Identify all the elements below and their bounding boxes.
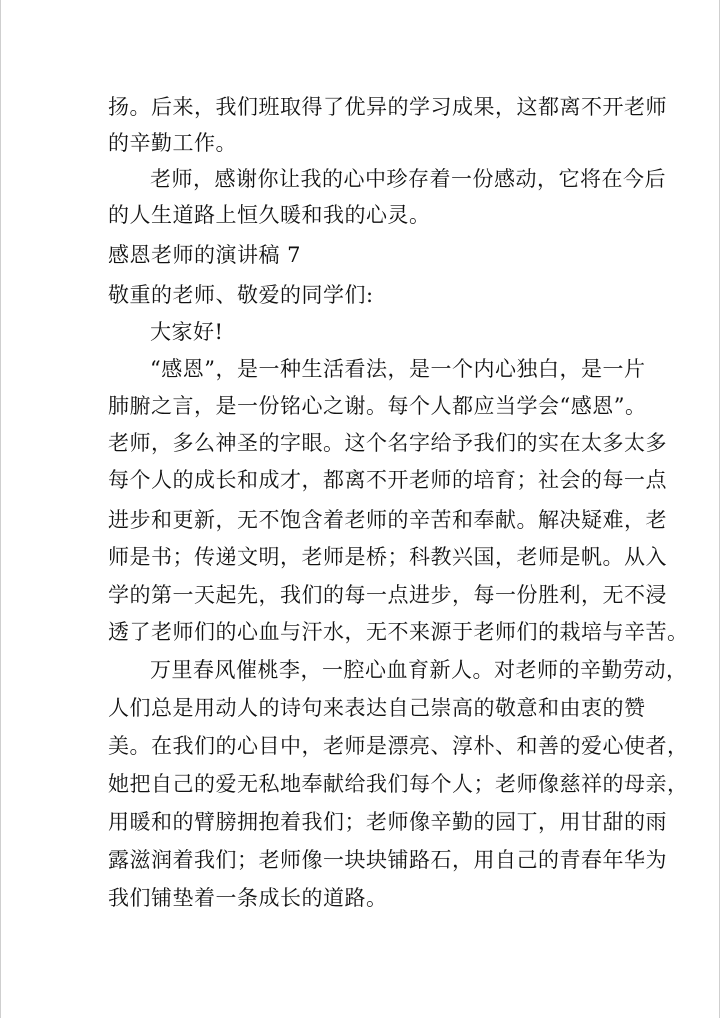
text-line: 露滋润着我们；老师像一块块铺路石，用自己的青春年华为 bbox=[108, 848, 667, 872]
greeting: 大家好! bbox=[150, 320, 224, 344]
paragraph-first-line: 老师，感谢你让我的心中珍存着一份感动，它将在今后 bbox=[150, 167, 666, 191]
paragraph-first-line: “感恩”，是一种生活看法，是一个内心独白，是一片 bbox=[150, 357, 646, 381]
text-line: 每个人的成长和成才，都离不开老师的培育；社会的每一点 bbox=[108, 468, 667, 492]
section-heading: 感恩老师的演讲稿 7 bbox=[108, 243, 302, 267]
text-line: 肺腑之言，是一份铭心之谢。每个人都应当学会“感恩”。 bbox=[108, 394, 647, 418]
text-line: 的人生道路上恒久暖和我的心灵。 bbox=[108, 203, 431, 227]
text-line: 我们铺垫着一条成长的道路。 bbox=[108, 886, 388, 910]
page-left-border bbox=[0, 0, 1, 1018]
text-line: 用暖和的臂膀拥抱着我们；老师像辛勤的园丁，用甘甜的雨 bbox=[108, 810, 667, 834]
text-line: 人们总是用动人的诗句来表达自己崇高的敬意和由衷的赞 bbox=[108, 696, 646, 720]
text-line: 老师，多么神圣的字眼。这个名字给予我们的实在太多太多 bbox=[108, 431, 667, 455]
salutation: 敬重的老师、敬爱的同学们: bbox=[108, 283, 374, 307]
text-line: 学的第一天起先，我们的每一点进步，每一份胜利，无不浸 bbox=[108, 583, 667, 607]
text-line: 的辛勤工作。 bbox=[108, 131, 237, 155]
text-line: 师是书；传递文明，老师是桥；科教兴国，老师是帆。从入 bbox=[108, 545, 667, 569]
text-line: 扬。后来，我们班取得了优异的学习成果，这都离不开老师 bbox=[108, 95, 667, 119]
text-line: 她把自己的爱无私地奉献给我们每个人；老师像慈祥的母亲， bbox=[108, 772, 689, 796]
text-line: 美。在我们的心目中，老师是漂亮、淳朴、和善的爱心使者， bbox=[108, 734, 689, 758]
text-line: 透了老师们的心血与汗水，无不来源于老师们的栽培与辛苦。 bbox=[108, 620, 689, 644]
paragraph-first-line: 万里春风催桃李，一腔心血育新人。对老师的辛勤劳动， bbox=[150, 658, 688, 682]
text-line: 进步和更新，无不饱含着老师的辛苦和奉献。解决疑难，老 bbox=[108, 508, 667, 532]
